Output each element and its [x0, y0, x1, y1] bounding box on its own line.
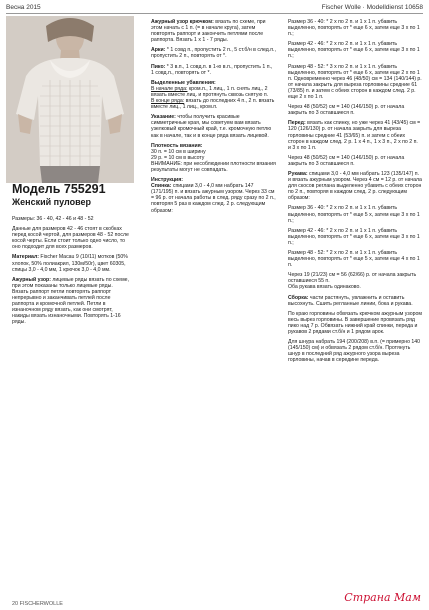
column-middle	[151, 19, 276, 218]
note-label: Указание:	[151, 114, 176, 121]
assembly-label: Сборка:	[288, 294, 309, 301]
model-subtitle: Женский пуловер	[12, 197, 91, 207]
back-paragraph	[151, 183, 276, 213]
model-photo	[6, 16, 134, 183]
assembly-paragraph	[288, 295, 422, 307]
arches-paragraph	[151, 47, 276, 59]
sleeve-size-36-40: Размер 36 - 40: * 2 х по 2 п. и 1 х 1 п. убавить выделенно, повторять от * еще 5 х, затем еще 3 х по 1 п.;	[288, 205, 420, 224]
density-line: 29 р. = 10 см в высоту	[151, 154, 205, 161]
column-left	[12, 216, 130, 330]
header-publication: Fischer Wolle · Modelldienst 10658	[321, 4, 423, 11]
sleeve-size-48-52: Размер 48 - 52: * 2 х по 2 п. и 1 х 1 п. убавить выделенно, повторять от * еще 5 х, затем еще 4 х по 1 п.	[288, 250, 420, 269]
arches-text: * 1 совд п., пропустить 2 п., 5 ст.б/н в след.п., пропустить 2 п., повторять от *.	[151, 47, 276, 60]
assembly-text: части растянуть, увлажнить и оставить высохнуть. Сшить регланные линии, бока и рукава.	[288, 294, 413, 307]
instructions-label: Инструкция:	[151, 177, 184, 184]
picot-text: * 3 в.п., 1 совд.п. в 1-ю в.п., пропустить 1 п., 1 совд.п., повторять от *.	[151, 63, 273, 76]
back-size-36-40: Размер 36 - 40: * 2 х по 2 п. и 1 х 1 п. убавить выделенно, повторять от * еще 6 х, затем еще 3 х по 1 п.;	[288, 19, 420, 38]
arches-label: Арки:	[151, 47, 166, 54]
header-divider	[6, 13, 423, 14]
picot-label: Пико:	[151, 63, 166, 70]
page-footer: 20 FISCHERWOLLE	[12, 601, 63, 607]
sleeve-finish: Через 19 (21/23) см = 56 (62/66) р. от начала закрыть оставшиеся 55 п.	[288, 272, 417, 285]
front-text: вязать как спинку, но уже через 41 (43/45) см = 120 (126/130) р. от начала закрыть для выреза горловины средние 41 (53/65) п. и затем с обеих сторон в каждом след. 2 р. 1 х 4 п., 1 х 3 п., 2 х по 2 п. и 3 х по 1 п.	[288, 120, 421, 151]
crochet-paragraph	[151, 19, 276, 43]
note-text: чтобы получить красивые симметричные края, мы советуем вам вязать узелковый кромочный край, т.е. кромочную петлю как в начале, так и в конце ряда вязать лицевой.	[151, 114, 272, 139]
material-text: Fischer Macau 9 (10/11) мотков (50% хлопок, 50% полиакрил, 130м/50г), цвет 60305, спицы 3,0 - 4,0 мм, 1 крючок 3,0 - 4,0 мм.	[12, 254, 128, 273]
back-size-42-46: Размер 42 - 46: * 2 х по 2 п. и 1 х 1 п. убавить выделенно, повторять от * еще 6 х, затем еще 3 х по 1 п.;	[288, 41, 420, 60]
decreases-row-end-text: вязать до последних 4 п., 2 п. вязать вместе лиц., 1 лиц., кром.п.	[151, 98, 275, 111]
back-text: спицами 3,0 - 4,0 мм набрать 147 (171/195) п. и вязать ажурным узором. Через 33 см = 96 р. от начала работы в след. ряду сразу по 2 п., повторяя 5 раз в каждом след. 2 р. следующим образом:	[151, 183, 276, 214]
watermark-logo: Страна Мам	[344, 591, 421, 604]
cord-instructions: Для шнура набрать 194 (200/208) в.п. (= примерно 140 (145/150) см) и обвязать 2 рядом ст.б/н. Протянуть шнур в последний ряд ажурного узора выреза горловины, начав в середине переда.	[288, 339, 421, 364]
back-finish: Через 48 (50/52) см = 140 (146/150) р. от начала закрыть по 3 оставшиеся п.	[288, 104, 405, 117]
decreases-row-end-label: В конце ряда:	[151, 98, 185, 105]
density-line: 30 п. = 10 см в ширину	[151, 148, 206, 155]
openwork-paragraph	[12, 277, 130, 326]
openwork-label: Ажурный узор:	[12, 276, 51, 283]
decreases-row-start-text: кром.п., 1 лиц., 1 п. снять лиц., 2 вязать вместе лиц. и протянуть сквозь снятую п.	[151, 85, 269, 98]
sleeve-text: спицами 3,0 - 4,0 мм набрать 123 (135/147) п. и вязать ажурным узором. Через 4 см = 12 р. от начала для скосов реглана выделенно убавить с обеих сторон по 2 п., повторяя в каждом след. 2 р. следующим образом:	[288, 170, 422, 202]
material-label: Материал:	[12, 254, 39, 261]
back-label: Спинка:	[151, 183, 172, 190]
sizes-note: Данные для размеров 42 - 46 стоят в скобках перед косой чертой, для размеров 48 - 52 после косой черты. Если стоит только одно число, то оно подходит для всех размеров.	[12, 226, 129, 251]
decreases-row-start-label: В начале ряда:	[151, 85, 188, 92]
material-paragraph	[12, 254, 130, 272]
openwork-text: лицевые ряды вязать по схеме, при этом показаны только лицевые ряды. Вязать раппорт петли повторять раппорт непрерывно и заканчивать петлей после раппорта и кромочной петлей. Петли в изнаночном ряду вязать, как они смотрят, накиды вязать изнаночными. Повторять 1-16 ряды.	[12, 276, 129, 326]
neckline-finish: По краю горловины обвязать крючком ажурным узором весь вырез горловины. В завершение провязать ряд пико над 7 р. Обвязать нижний край спинки, переда и рукавов 2 рядами ст.б/н и 1 рядом арок.	[288, 310, 422, 336]
front-finish: Через 48 (50/52) см = 140 (146/150) р. от начала закрыть по 3 оставшиеся п.	[288, 154, 405, 167]
density-label: Плотность вязания:	[151, 142, 203, 149]
column-right	[288, 19, 422, 368]
sleeve-note: Оба рукава вязать одинаково.	[288, 284, 361, 291]
sizes-text: Размеры: 36 - 40, 42 - 46 и 48 - 52	[12, 216, 94, 222]
sleeve-size-42-46: Размер 42 - 46: * 2 х по 2 п. и 1 х 1 п. убавить выделенно, повторять от * еще 6 х, затем еще 3 х по 1 п.;	[288, 227, 420, 246]
picot-paragraph	[151, 64, 276, 76]
decreases-row-start	[151, 86, 276, 98]
note-paragraph	[151, 114, 276, 138]
model-photo-illustration	[6, 16, 134, 183]
decreases-row-end	[151, 98, 276, 110]
model-title: Модель 755291	[12, 182, 106, 196]
front-label: Перед:	[288, 120, 306, 127]
decreases-label: Выделенные убавления:	[151, 79, 216, 86]
crochet-label: Ажурный узор крючком:	[151, 19, 214, 25]
front-paragraph	[288, 120, 422, 150]
sleeve-paragraph	[288, 171, 422, 201]
back-size-48-52: Размер 48 - 52: * 3 х по 2 п. и 1 х 1 п. убавить выделенно, повторять от * еще 6 х, затем еще 2 х по 1 п. Одновременно через 46 (48/50) см = 134 (140/144) р. от начала закрыть для выреза горловины средние 61 (73/85) п. и затем с обеих сторон в каждом след. 2 р. еще 2 х по 1 п.	[288, 63, 422, 101]
attention-text: ВНИМАНИЕ: при несоблюдении плотности вязания результаты могут не совпадать.	[151, 160, 276, 173]
header-season: Весна 2015	[6, 4, 41, 11]
crochet-text: вязать по схеме, при этом начать с 1 п. (= в начале круга), затем повторять раппорт и закончить петлями после раппорта. Вязать 1 х 1 - 7 ряды.	[151, 19, 266, 44]
sleeve-label: Рукава:	[288, 170, 308, 177]
